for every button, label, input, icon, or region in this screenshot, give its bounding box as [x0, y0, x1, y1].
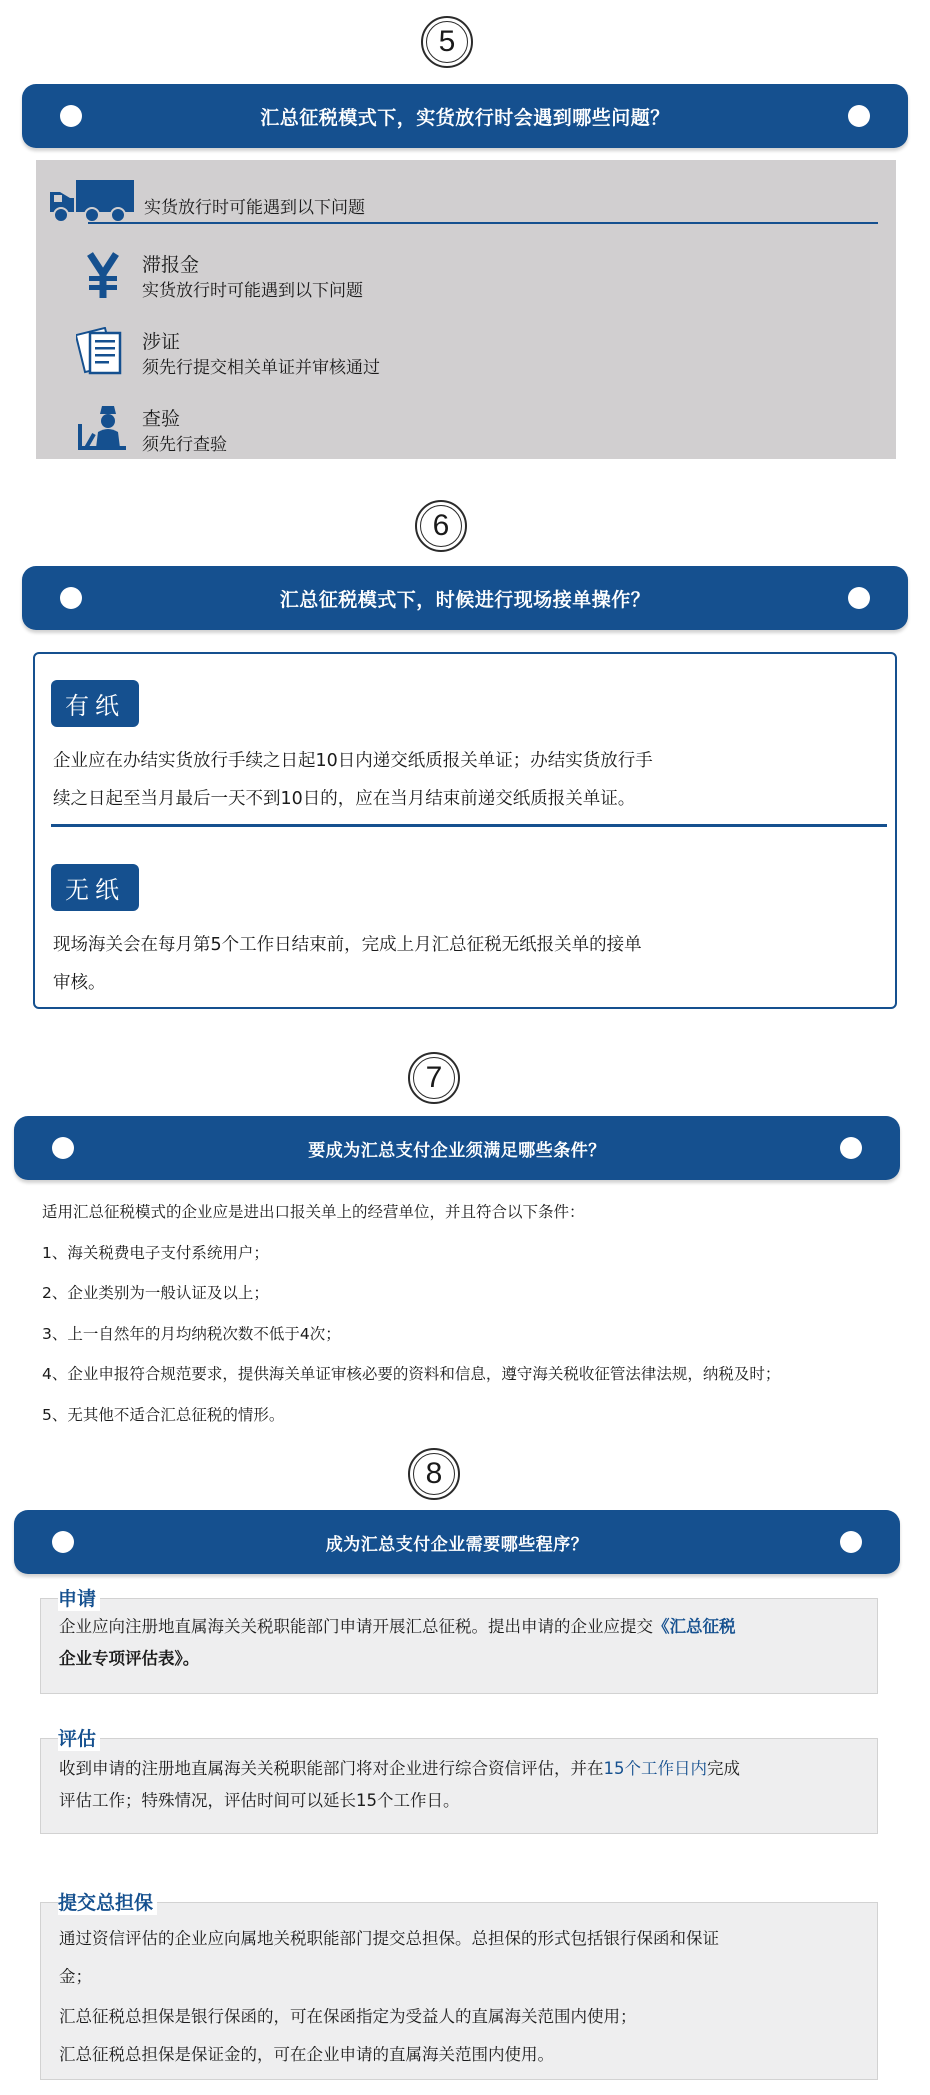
section-number-5: 5 [421, 16, 473, 68]
bullet-dot-icon [60, 105, 82, 127]
section-number-6: 6 [415, 500, 467, 552]
apply-box: 企业应向注册地直属海关关税职能部门申请开展汇总征税。提出申请的企业应提交《汇总征税 企业专项评估表》。 [40, 1598, 878, 1694]
customs-officer-icon [76, 404, 130, 454]
assess-box: 收到申请的注册地直属海关关税职能部门将对企业进行综合资信评估，并在15个工作日内完成 评估工作；特殊情况，评估时间可以延长15个工作日。 [40, 1738, 878, 1834]
bullet-dot-icon [52, 1137, 74, 1159]
list-item: 1、海关税费电子支付系统用户； [42, 1243, 269, 1262]
yen-icon [76, 250, 130, 300]
evaluation-form-link: 《汇总征税 [653, 1617, 736, 1636]
truck-icon [48, 178, 136, 224]
bullet-dot-icon [840, 1531, 862, 1553]
conditions-list [42, 1192, 780, 1435]
bullet-dot-icon [848, 587, 870, 609]
section-8-header [14, 1510, 900, 1574]
section-number-7: 7 [408, 1052, 460, 1104]
paperless-description: 现场海关会在每月第5个工作日结束前，完成上月汇总征税无纸报关单的接单 审核。 [53, 935, 642, 993]
apply-label: 申请 [58, 1584, 100, 1611]
bullet-dot-icon [848, 105, 870, 127]
list-item: 4、企业申报符合规范要求，提供海关单证审核必要的资料和信息，遵守海关税收征管法律法规，纳税及时； [42, 1365, 781, 1383]
documents-icon [76, 327, 130, 377]
section-5-header [22, 84, 908, 148]
deadline-highlight: 15个工作日内 [603, 1759, 707, 1778]
section-6-header [22, 566, 908, 630]
section-5-panel: 实货放行时可能遇到以下问题 滞报金 实货放行时可能遇到以下问题 涉证 须先行提交相关单证并审核通过 查验 须先行查验 [36, 160, 896, 459]
conditions-intro: 适用汇总征税模式的企业应是进出口报关单上的经营单位，并且符合以下条件： [42, 1203, 585, 1221]
section-6-title: 汇总征税模式下，时候进行现场接单操作？ [279, 588, 651, 611]
bullet-dot-icon [60, 587, 82, 609]
bullet-dot-icon [52, 1531, 74, 1553]
guarantee-box: 通过资信评估的企业应向属地关税职能部门提交总担保。总担保的形式包括银行保函和保证 金； 汇总征税总担保是银行保函的，可在保函指定为受益人的直属海关范围内使用； 汇总征税总担保是保证金的，可在企业申请的直属海关范围内使用。 [40, 1902, 878, 2080]
list-item: 5、无其他不适合汇总征税的情形。 [42, 1405, 285, 1424]
section-7-header [14, 1116, 900, 1180]
section-6-card [33, 652, 897, 1009]
section-5-divider [88, 222, 878, 224]
guarantee-label: 提交总担保 [58, 1888, 157, 1915]
list-item: 3、上一自然年的月均纳税次数不低于4次； [42, 1324, 341, 1343]
section-8-title: 成为汇总支付企业需要哪些程序？ [325, 1534, 589, 1555]
paperless-tag: 无纸 [51, 864, 139, 911]
paper-tag: 有纸 [51, 680, 139, 727]
section-5-heading: 实货放行时可能遇到以下问题 [144, 198, 365, 218]
assess-label: 评估 [58, 1724, 100, 1751]
section-5-title: 汇总征税模式下，实货放行时会遇到哪些问题？ [260, 106, 670, 129]
list-item: 2、企业类别为一般认证及以上； [42, 1284, 269, 1302]
section-7-title: 要成为汇总支付企业须满足哪些条件？ [308, 1140, 606, 1161]
section-number-8: 8 [408, 1448, 460, 1500]
bullet-dot-icon [840, 1137, 862, 1159]
section-6-divider [51, 824, 887, 827]
paper-description: 企业应在办结实货放行手续之日起10日内递交纸质报关单证；办结实货放行手 续之日起至当月最后一天不到10日的，应在当月结束前递交纸质报关单证。 [53, 751, 653, 809]
